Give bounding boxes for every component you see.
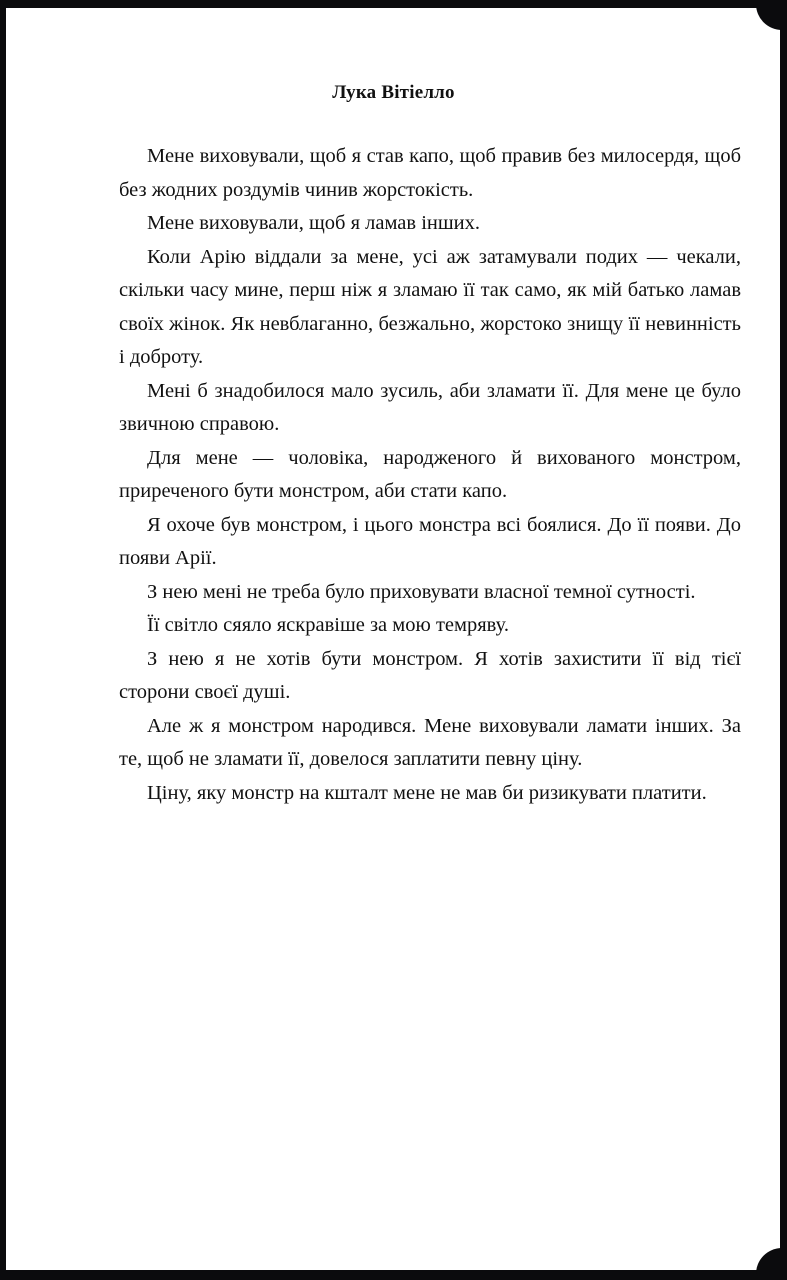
paragraph: Мені б знадобилося мало зусиль, аби зламати її. Для мене це було звичною справою. [119, 379, 741, 435]
page-edge-left [0, 0, 6, 1280]
page-edge-right [780, 0, 787, 1280]
paragraph: Для мене — чоловіка, народженого й вихованого монстром, приреченого бути монстром, аби стати капо. [119, 446, 741, 502]
body-text [119, 140, 741, 810]
paragraph: Ціну, яку монстр на кшталт мене не мав би ризикувати платити. [147, 781, 707, 804]
page-corner-bottom-right [756, 1248, 782, 1274]
page-corner-top-right [756, 4, 782, 30]
paragraph: Мене виховували, щоб я ламав інших. [147, 212, 480, 234]
paragraph: Коли Арію віддали за мене, усі аж затамували подих — чекали, скільки часу мине, перш ніж я зламаю її так само, як мій батько ламав своїх жінок. Як невблаганно, безжально, жорстоко знищу її невинність і доброту. [119, 245, 741, 368]
paragraph: З нею я не хотів бути монстром. Я хотів захистити її від тієї сторони своєї душі. [119, 647, 741, 703]
page-edge-top [0, 0, 787, 8]
page-edge-bottom [0, 1270, 787, 1280]
paragraph: Мене виховували, щоб я став капо, щоб правив без милосердя, щоб без жодних роздумів чинив жорстокість. [119, 145, 741, 201]
paragraph: З нею мені не треба було приховувати власної темної сутності. [147, 580, 696, 603]
running-head: Лука Вітіелло [332, 82, 455, 103]
paragraph: Я охоче був монстром, і цього монстра всі боялися. До її появи. До появи Арії. [119, 513, 741, 569]
paragraph: Але ж я монстром народився. Мене виховували ламати інших. За те, щоб не зламати її, довелося заплатити певну ціну. [119, 714, 741, 770]
paragraph: Її світло сяяло яскравіше за мою темряву. [147, 614, 509, 636]
